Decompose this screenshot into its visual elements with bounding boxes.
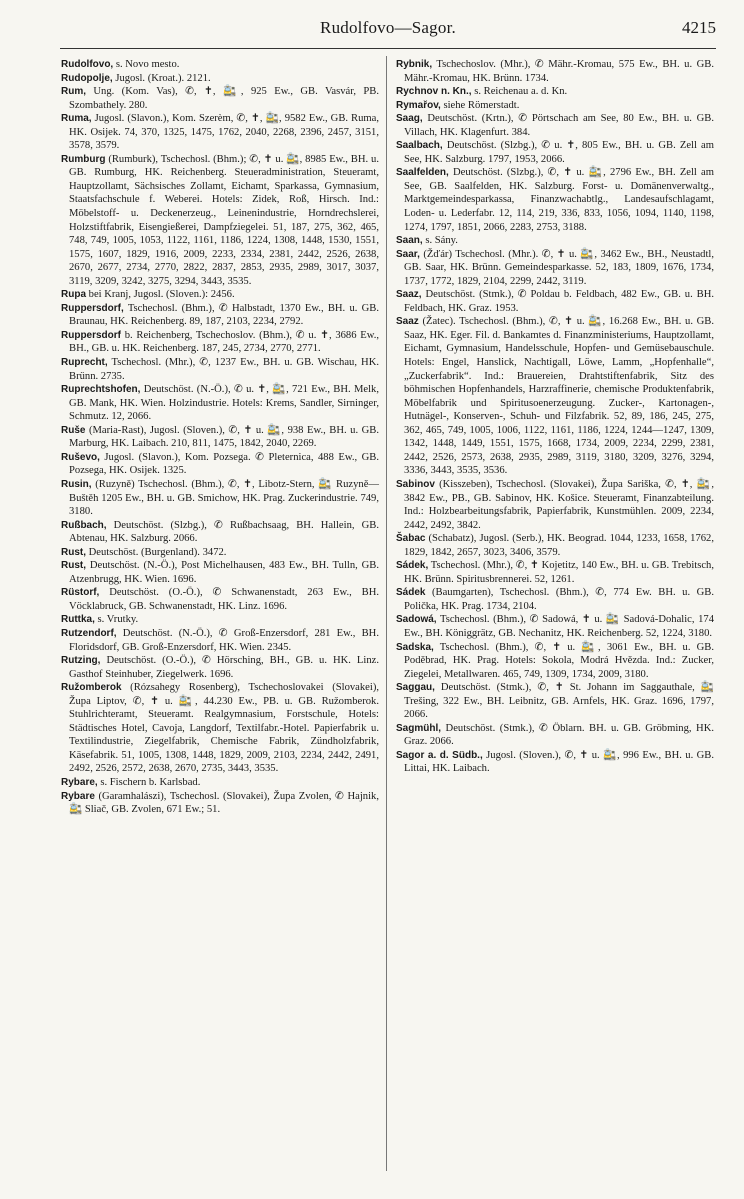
entry-text: bei Kranj, Jugosl. (Sloven.): 2456. (86, 289, 235, 301)
entry-headword: Rybnik, (396, 59, 433, 70)
gazetteer-entry (396, 58, 714, 85)
entry-text: Deutschöst. (Stmk.), ✆, ✝ St. Johann im Saggauthale, 🚉 Trešing, 322 Ew., BH. Leibnitz, GB. Arnfels, HK. Graz. 1696, 1797, 2066. (404, 682, 714, 721)
entry-headword: Ruma, (61, 113, 92, 125)
gazetteer-entry (61, 383, 379, 424)
entry-headword: Rust, (61, 546, 86, 558)
gazetteer-entry (61, 654, 379, 681)
gazetteer-entry (61, 519, 379, 546)
entry-headword: Rutzendorf, (61, 627, 117, 639)
gazetteer-entry (396, 139, 714, 166)
entry-headword: Saaz (396, 316, 419, 328)
gazetteer-entry (61, 790, 379, 817)
entry-text: Ung. (Kom. Vas), ✆, ✝, 🚉, 925 Ew., GB. Vasvár, PB. Szombathely. 280. (69, 86, 379, 111)
entry-text: Deutschöst. (O.-Ö.), ✆ Schwanenstadt, 263 Ew., BH. Vöcklabruck, GB. Schwanenstadt, HK. Linz. 1696. (69, 587, 379, 612)
entry-text: Tschechosl. (Mhr.), ✆, 1237 Ew., BH. u. GB. Wischau, HK. Brünn. 2735. (69, 357, 379, 382)
entry-text: Deutschöst. (Slzbg.), ✆ u. ✝, 805 Ew., BH. u. GB. Zell am See, HK. Salzburg. 1797, 1953, 2066. (404, 140, 714, 165)
gazetteer-entry (396, 99, 714, 113)
entry-headword: Ružomberok (61, 682, 122, 694)
entry-headword: Saggau, (396, 682, 435, 694)
entry-headword: Saaz, (396, 289, 422, 301)
gazetteer-entry (61, 424, 379, 451)
entry-headword: Rust, (61, 560, 86, 572)
gazetteer-entry (396, 288, 714, 315)
entry-text: Jugosl. (Slavon.), Kom. Pozsega. ✆ Pleternica, 488 Ew., GB. Pozsega, HK. Osijek. 1325. (69, 451, 379, 477)
entry-text: Tschechoslov. (Mhr.), ✆ Mähr.-Kromau, 575 Ew., BH. u. GB. Mähr.-Kromau, HK. Brünn. 1734. (404, 59, 714, 84)
entry-text: (Žďár) Tschechosl. (Mhr.). ✆, ✝ u. 🚉, 3462 Ew., BH., Neustadtl, GB. Saar, HK. Brünn. Gemeindesparkasse. 52, 183, 1809, 1676, 1734, 1737, 1772, 1829, 2104, 2299, 2442, 3119. (404, 248, 714, 287)
entry-headword: Ruppersdorf, (61, 302, 124, 314)
gazetteer-entry (61, 302, 379, 329)
gazetteer-entry (396, 478, 714, 532)
entry-text: Deutschöst. (N.-Ö.), Post Michelhausen, 483 Ew., BH. Tulln, GB. Atzenbrugg, HK. Wien. 1696. (69, 560, 379, 585)
right-column (396, 58, 714, 776)
entry-text: s. Novo mesto. (113, 59, 180, 70)
entry-headword: Ruševo, (61, 451, 100, 463)
entry-headword: Rupa (61, 289, 86, 301)
entry-text: (Ruzyně) Tschechosl. (Bhm.), ✆, ✝, Libotz-Stern, 🚉 Ruzyně—Buštěh 1205 Ew., BH. u. GB. Smichow, HK. Prag. Zuckerindustrie. 749, 3180. (69, 478, 379, 518)
entry-headword: Sagor a. d. Südb., (396, 749, 483, 761)
entry-text: (Baumgarten), Tschechosl. (Bhm.), ✆, 774 Ew. BH. u. GB. Polička, HK. Prag. 1734, 2104. (404, 587, 714, 612)
entry-text: Tschechosl. (Mhr.), ✆, ✝ Kojetitz, 140 Ew., BH. u. GB. Trebitsch, HK. Brünn. Spiritusbrennerei. 52, 1261. (404, 560, 714, 585)
entry-text: Deutschöst. (Stmk.), ✆ Poldau b. Feldbach, 482 Ew., GB. u. BH. Feldbach, HK. Graz. 1953. (404, 289, 714, 314)
left-column (61, 58, 379, 817)
gazetteer-entry (396, 749, 714, 776)
entry-text: Jugosl. (Sloven.), ✆, ✝ u. 🚉, 996 Ew., BH. u. GB. Littai, HK. Laibach. (404, 749, 715, 775)
entry-headword: Rumburg (61, 153, 106, 165)
gazetteer-entry (396, 681, 714, 722)
gazetteer-entry (396, 85, 714, 99)
running-title: Rudolfovo—Sagor. (320, 18, 456, 37)
entry-text: Deutschöst. (Burgenland). 3472. (86, 546, 227, 558)
entry-headword: Rusin, (61, 478, 92, 490)
entry-text: Tschechosl. (Bhm.), ✆, ✝ u. 🚉, 3061 Ew., BH. u. GB. Poděbrad, HK. Prag. Hotels: Sokola, Modrá Hvězda. Ind.: Zucker, Ziegelei, Metallwaren. 465, 749, 1309, 1734, 2009, 3180. (404, 641, 714, 680)
entry-headword: Sádek (396, 587, 426, 599)
entry-text: siehe Römerstadt. (440, 99, 520, 111)
gazetteer-entry (61, 613, 379, 627)
entry-headword: Šabac (396, 533, 426, 545)
entry-text: Deutschöst. (Slzbg.), ✆, ✝ u. 🚉, 2796 Ew., BH. Zell am See, GB. Saalfelden, HK. Salzburg. Forst- u. Domänenverwaltg., Marktgemeindesparkassa, Finanzwachabtlg., Landesaufschlagamt, Loden- u. Lederfabr. 12, 114, 219, 336, 833, 1056, 1094, 1140, 1198, 1274, 1797, 1851, 2066, 2283, 2753, 3188. (404, 167, 714, 233)
entry-headword: Sagmühl, (396, 722, 442, 734)
entry-headword: Saar, (396, 248, 420, 260)
gazetteer-entry (61, 329, 379, 356)
entry-text: Deutschöst. (O.-Ö.), ✆ Hörsching, BH., GB. u. HK. Linz. Gasthof Steinhuber, Ziegelwerk. 1696. (69, 655, 379, 680)
entry-headword: Rüstorf, (61, 587, 100, 599)
entry-headword: Rybare (61, 790, 95, 802)
entry-headword: Rudolfovo, (61, 59, 114, 70)
entry-headword: Saalfelden, (396, 167, 449, 179)
entry-headword: Rutzing, (61, 655, 101, 667)
entry-headword: Rybare, (61, 776, 98, 788)
entry-text: (Žatec). Tschechosl. (Bhm.), ✆, ✝ u. 🚉, 16.268 Ew., BH. u. GB. Saaz, HK. Eger. Fil. d. Bankamtes d. Finanzministeriums, Hauptzollamt, Eichamt, Gymnasium, Handelsschule, Hopfen- und Gemüsebauschule. Hotels: Engel, Hanslick, Nachtigall, Löwe, Lamm, „Hopfenhalle“, „Zuckerfabrik“. Ind.: Brauereien, Drahtstiftenfabrik, Sitz des böhmischen Hopfenhandels, Harzraffinerie, chemische Produktenfabrik, Möbelfabrik und Spiritusoenerzeugung. Zucker-, Kartonagen-, Hutnägel-, Konserven-, Schuh- und Filzfabrik. 52, 89, 186, 245, 275, 362, 465, 749, 1005, 1006, 1122, 1161, 1186, 1224, 1244—1247, 1309, 1342, 1448, 1449, 1551, 1575, 1668, 1734, 2009, 2234, 2299, 2381, 2442, 2526, 2573, 2638, 2935, 2989, 3119, 3180, 3209, 3276, 3294, 3336, 3443, 3535, 3536. (404, 316, 714, 477)
gazetteer-entry (61, 559, 379, 586)
gazetteer-entry (61, 112, 379, 153)
page-header (60, 18, 716, 44)
gazetteer-entry (61, 776, 379, 790)
entry-headword: Saan, (396, 235, 423, 247)
entry-text: s. Sány. (422, 235, 458, 247)
gazetteer-entry (61, 288, 379, 302)
entry-headword: Ruttka, (61, 614, 95, 626)
entry-text: Deutschöst. (Krtn.), ✆ Pörtschach am See, 80 Ew., BH. u. GB. Villach, HK. Klagenfurt. 384. (404, 113, 714, 138)
gazetteer-entry (396, 532, 714, 559)
gazetteer-entry (396, 166, 714, 234)
gazetteer-entry (396, 722, 714, 749)
entry-text: Deutschöst. (Stmk.), ✆ Öblarn. BH. u. GB. Gröbming, HK. Graz. 2066. (404, 722, 714, 748)
entry-headword: Sádek, (396, 560, 429, 572)
gazetteer-entry (61, 85, 379, 112)
entry-text: s. Fischern b. Karlsbad. (97, 776, 201, 788)
gazetteer-entry (61, 356, 379, 383)
gazetteer-entry (396, 613, 714, 640)
gazetteer-entry (396, 559, 714, 586)
gazetteer-entry (396, 234, 714, 248)
gazetteer-entry (396, 586, 714, 613)
entry-text: Deutschöst. (N.-Ö.), ✆ Groß-Enzersdorf, 281 Ew., BH. Floridsdorf, GB. Groß-Enzersdorf, HK. Wien. 2345. (69, 627, 379, 653)
entry-headword: Saag, (396, 113, 423, 125)
entry-headword: Rudopolje, (61, 72, 113, 84)
gazetteer-entry (396, 315, 714, 478)
entry-headword: Sadowá, (396, 614, 437, 626)
entry-headword: Rychnov n. Kn., (396, 86, 472, 98)
column-divider (386, 56, 387, 1171)
entry-text: (Kisszeben), Tschechosl. (Slovakei), Župa Sariška, ✆, ✝, 🚉, 3842 Ew., PB., GB. Sabinov, HK. Košice. Steueramt, Finanzabteilung. Ind.: Holzbearbeitungsfabrik, Papierfabrik, Kunstmühlen. 2009, 2234, 2442, 2492, 3842. (404, 478, 714, 531)
entry-headword: Sabinov (396, 478, 435, 490)
gazetteer-entry (61, 627, 379, 654)
entry-headword: Sadska, (396, 641, 434, 653)
gazetteer-entry (61, 586, 379, 613)
entry-text: b. Reichenberg, Tschechoslov. (Bhm.), ✆ u. ✝, 3686 Ew., BH., GB. u. HK. Reichenberg. 187, 245, 2734, 2770, 2771. (69, 329, 379, 355)
entry-text: (Rumburk), Tschechosl. (Bhm.); ✆, ✝ u. 🚉, 8985 Ew., BH. u. GB. Rumburg, HK. Reichenberg. Steueradministration, Steueramt, Hauptzollamt, Sächsisches Zollamt, Eichamt, Sparkassa, Gymnasium, Staatsfachschule f. Weberei. Hotels: Zidek, Roß, Hirsch. Ind.: Möbelstoff- u. Deckenerzeug., Leinenindustrie, Horndrechslerei, Holzstiftfabrik, Eisengießerei, Dampfziegelei. 51, 187, 275, 362, 465, 748, 749, 1005, 1053, 1122, 1161, 1186, 1224, 1308, 1448, 1530, 1551, 1575, 1607, 1829, 1916, 2009, 2233, 2334, 2381, 2442, 2526, 2638, 2670, 2677, 2734, 2770, 2822, 2837, 2853, 2935, 2989, 3017, 3037, 3119, 3209, 3242, 3275, 3294, 3443, 3535. (69, 153, 379, 287)
gazetteer-entry (61, 546, 379, 560)
gazetteer-entry (61, 72, 379, 86)
gazetteer-entry (61, 153, 379, 288)
entry-headword: Ruprechtshofen, (61, 384, 141, 396)
entry-text: Tschechosl. (Bhm.), ✆ Sadowá, ✝ u. 🚉 Sadová-Dohalic, 174 Ew., BH. Königgrätz, GB. Nechanitz, HK. Reichenberg. 52, 1224, 3180. (404, 614, 714, 639)
entry-headword: Rußbach, (61, 519, 107, 531)
entry-text: Tschechosl. (Bhm.), ✆ Halbstadt, 1370 Ew., BH. u. GB. Braunau, HK. Reichenberg. 89, 187, 2103, 2234, 2792. (69, 302, 379, 328)
entry-text: (Maria-Rast), Jugosl. (Sloven.), ✆, ✝ u. 🚉, 938 Ew., BH. u. GB. Marburg, HK. Laibach. 210, 811, 1475, 1842, 2040, 2269. (69, 424, 379, 450)
entry-text: s. Reichenau a. d. Kn. (471, 86, 568, 98)
entry-text: (Rózsahegy Rosenberg), Tschechoslovakei (Slovakei), Župa Liptov, ✆, ✝ u. 🚉, 44.230 Ew., PB. u. GB. Ružomberok. Stuhlrichteramt, Steueramt. Realgymnasium, Forstschule, Hotels: Städtisches Hotel, Cavoja, Langdorf, Textilfabr.-Hotel. Papierfabrik u. Textilindustrie, Ziegelfabrik, Chemische Fabrik, Zündholzfabrik, Käsefabrik. 51, 1005, 1308, 1448, 1829, 2009, 2103, 2234, 2442, 2491, 2492, 2526, 2572, 2638, 2670, 2735, 3443, 3535. (69, 682, 379, 775)
gazetteer-entry (61, 58, 379, 72)
entry-text: (Schabatz), Jugosl. (Serb.), HK. Beograd. 1044, 1233, 1658, 1762, 1829, 1842, 2657, 3023, 3406, 3579. (404, 533, 714, 558)
entry-headword: Rum, (61, 86, 86, 98)
header-rule (60, 48, 716, 49)
entry-headword: Rymařov, (396, 99, 441, 111)
gazetteer-entry (61, 681, 379, 776)
entry-text: Deutschöst. (N.-Ö.), ✆ u. ✝, 🚉, 721 Ew., BH. Melk, GB. Mank, HK. Wien. Holzindustrie. Hotels: Krems, Sandler, Sirninger, Schmutz. 12, 2066. (69, 384, 379, 423)
gazetteer-entry (396, 248, 714, 289)
entry-headword: Ruprecht, (61, 357, 108, 369)
entry-text: Deutschöst. (Slzbg.), ✆ Rußbachsaag, BH. Hallein, GB. Abtenau, HK. Salzburg. 2066. (69, 519, 379, 545)
page-number: 4215 (682, 18, 716, 37)
entry-text: s. Vrutky. (94, 614, 139, 626)
gazetteer-entry (61, 451, 379, 478)
entry-text: Jugosl. (Slavon.), Kom. Szerèm, ✆, ✝, 🚉, 9582 Ew., GB. Ruma, HK. Osijek. 74, 370, 1325, 1475, 1762, 2040, 2268, 2396, 2457, 3151, 3578, 3579. (69, 113, 379, 152)
entry-text: (Garamhalászi), Tschechosl. (Slovakei), Župa Zvolen, ✆ Hajnik, 🚉 Sliač, GB. Zvolen, 671 Ew.; 51. (69, 790, 379, 816)
entry-headword: Ruppersdorf (61, 329, 121, 341)
gazetteer-entry (396, 641, 714, 682)
entry-text: Jugosl. (Kroat.). 2121. (112, 72, 211, 84)
entry-headword: Saalbach, (396, 140, 443, 152)
gazetteer-entry (61, 478, 379, 519)
entry-headword: Ruše (61, 424, 86, 436)
gazetteer-entry (396, 112, 714, 139)
